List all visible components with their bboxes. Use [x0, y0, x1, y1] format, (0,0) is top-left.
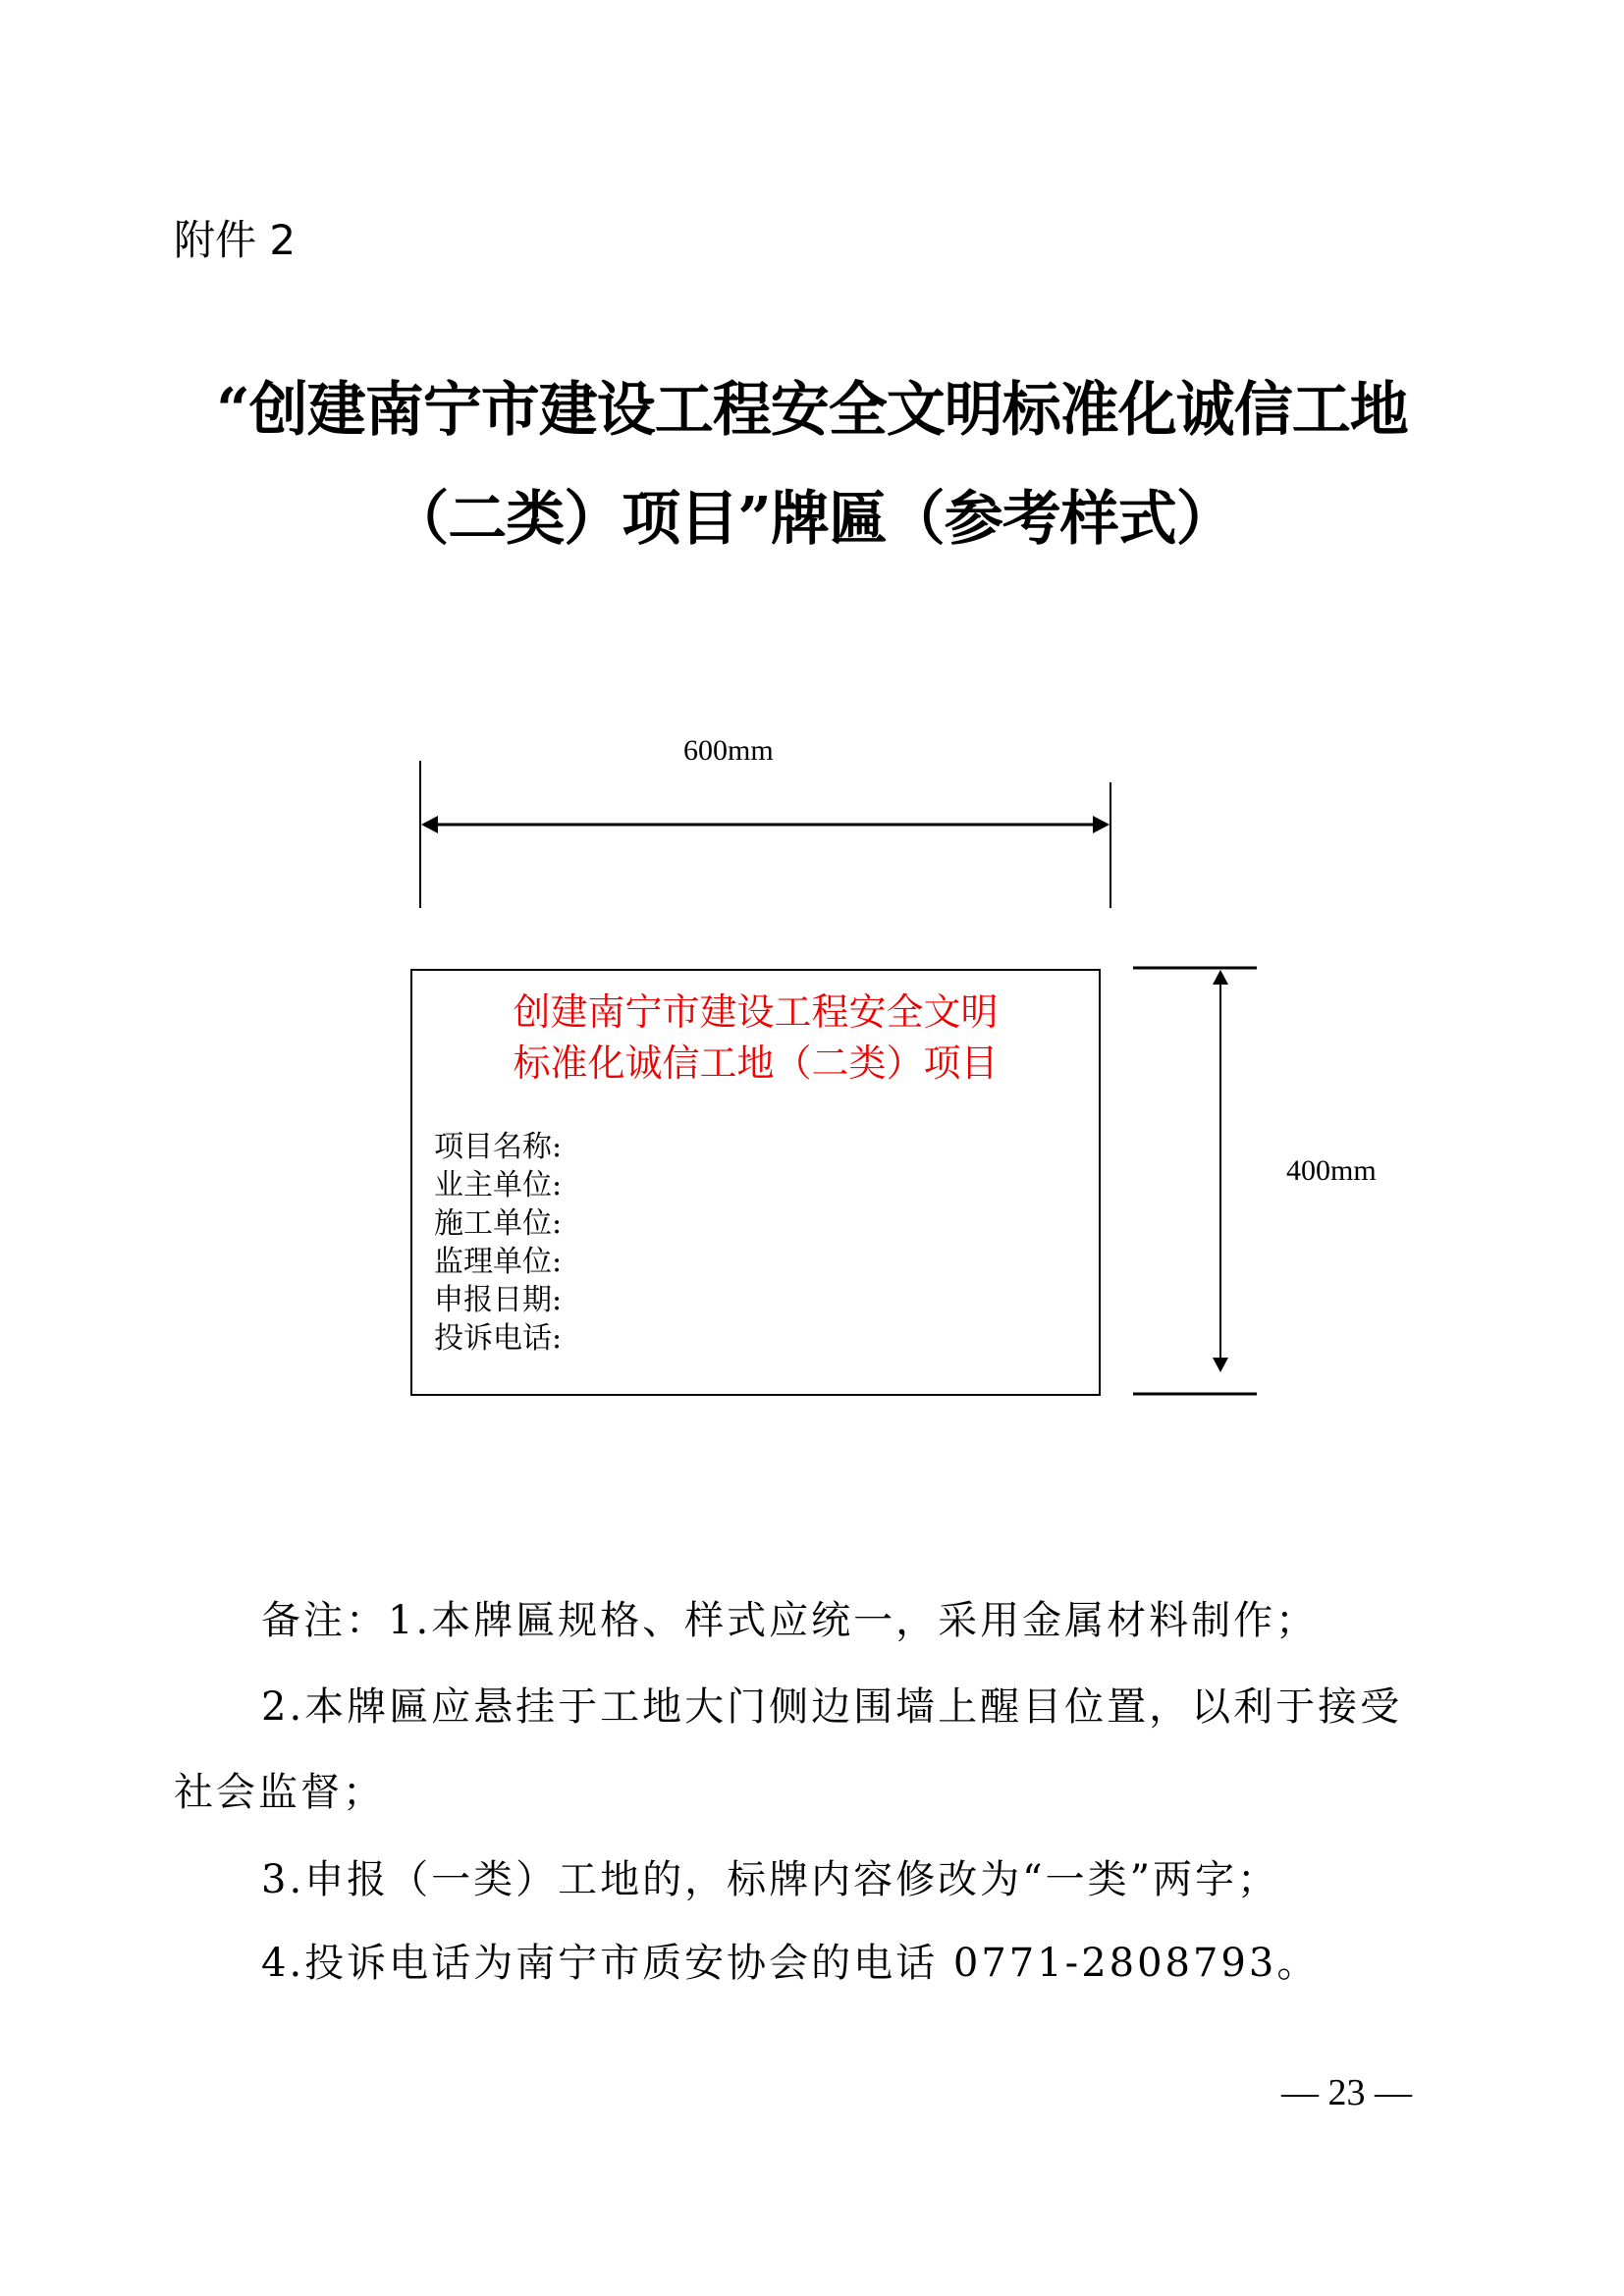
height-dimension-label: 400mm [1286, 1154, 1377, 1187]
width-arrow-icon [421, 816, 1110, 833]
note-1: 备注：1.本牌匾规格、样式应统一，采用金属材料制作； [261, 1598, 1319, 1643]
note-2-continued: 社会监督； [174, 1770, 385, 1815]
field-owner: 业主单位: [434, 1168, 563, 1202]
board-title-line-1: 创建南宁市建设工程安全文明 [513, 990, 999, 1034]
field-project-name: 项目名称: [434, 1130, 563, 1164]
document-title-line-2: （二类）项目”牌匾（参考样式） [390, 485, 1234, 554]
field-application-date: 申报日期: [434, 1283, 563, 1317]
height-arrow-icon [1213, 970, 1228, 1372]
document-title-line-1: “创建南宁市建设工程安全文明标准化诚信工地 [216, 376, 1408, 445]
note-2: 2.本牌匾应悬挂于工地大门侧边围墙上醒目位置，以利于接受 [261, 1684, 1403, 1730]
field-contractor: 施工单位: [434, 1206, 563, 1241]
board-fields [434, 1128, 562, 1358]
board-title-line-2: 标准化诚信工地（二类）项目 [513, 1041, 999, 1085]
field-supervisor: 监理单位: [434, 1245, 563, 1279]
page-number: — 23 — [1281, 2072, 1412, 2113]
width-dimension-label: 600mm [683, 734, 774, 767]
field-complaint-phone: 投诉电话: [434, 1321, 563, 1356]
sign-board [410, 969, 1101, 1396]
note-3: 3.申报（一类）工地的，标牌内容修改为“一类”两字； [261, 1857, 1280, 1902]
attachment-label: 附件 2 [174, 216, 297, 264]
note-4: 4.投诉电话为南宁市质安协会的电话 0771-2808793。 [261, 1941, 1320, 1986]
